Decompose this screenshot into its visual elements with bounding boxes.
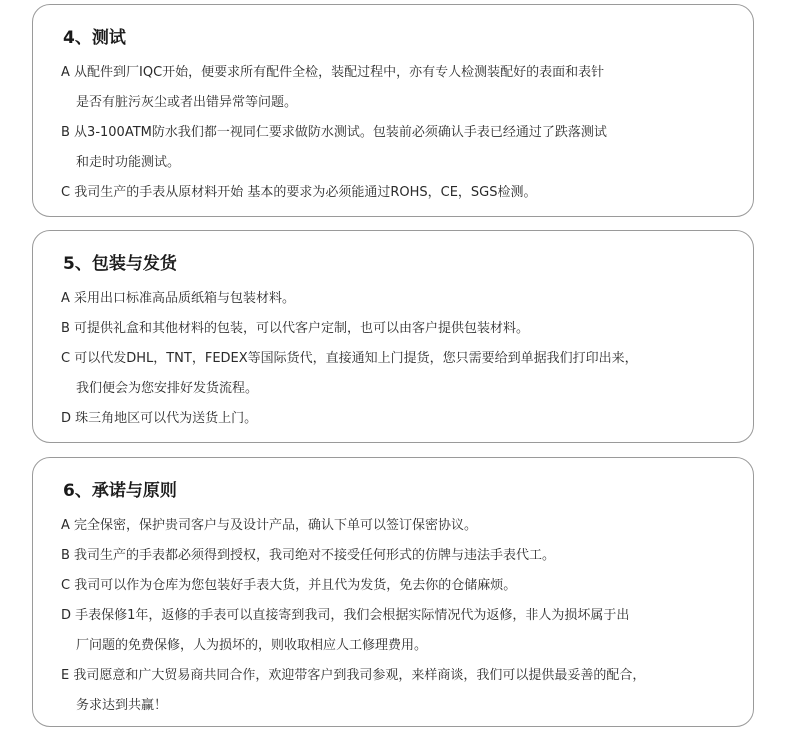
item-text-continued: 我们便会为您安排好发货流程。 [76,381,259,396]
list-item [61,178,737,208]
list-item [61,571,737,601]
section-title: 4、测试 [63,28,126,48]
list-item [61,661,737,721]
list-item [61,314,737,344]
item-text: C 我司生产的手表从原材料开始 基本的要求为必须能通过ROHS，CE，SGS检测。 [61,185,537,200]
item-text: C 我司可以作为仓库为您包装好手表大货，并且代为发货，免去你的仓储麻烦。 [61,578,517,593]
item-text: E 我司愿意和广大贸易商共同合作，欢迎带客户到我司参观，来样商谈，我们可以提供最妥善的配合， [61,668,646,683]
item-text: D 珠三角地区可以代为送货上门。 [61,411,258,426]
section-title: 5、包装与发货 [63,254,177,274]
list-item [61,344,737,404]
section-item-list [61,511,737,721]
section-packaging-shipping-card [32,230,754,443]
list-item [61,284,737,314]
item-text-continued: 是否有脏污灰尘或者出错异常等问题。 [76,95,298,110]
item-text: A 采用出口标准高品质纸箱与包装材料。 [61,291,296,306]
list-item [61,118,737,178]
section-testing-card [32,4,754,217]
item-text: D 手表保修1年，返修的手表可以直接寄到我司，我们会根据实际情况代为返修，非人为损坏属于出 [61,608,630,623]
item-text: B 从3-100ATM防水我们都一视同仁要求做防水测试。包装前必须确认手表已经通过了跌落测试 [61,125,607,140]
section-commitment-card [32,457,754,727]
item-text-continued: 和走时功能测试。 [76,155,181,170]
section-item-list [61,58,737,208]
list-item [61,58,737,118]
list-item [61,541,737,571]
list-item [61,404,737,434]
item-text: A 从配件到厂IQC开始，便要求所有配件全检，装配过程中，亦有专人检测装配好的表面和表针 [61,65,605,80]
section-item-list [61,284,737,434]
item-text: B 可提供礼盒和其他材料的包装，可以代客户定制，也可以由客户提供包装材料。 [61,321,530,336]
item-text: A 完全保密，保护贵司客户与及设计产品，确认下单可以签订保密协议。 [61,518,478,533]
section-title: 6、承诺与原则 [63,481,177,501]
list-item [61,601,737,661]
list-item [61,511,737,541]
item-text: B 我司生产的手表都必须得到授权，我司绝对不接受任何形式的仿牌与违法手表代工。 [61,548,556,563]
item-text-continued: 厂问题的免费保修，人为损坏的，则收取相应人工修理费用。 [76,638,428,653]
item-text-continued: 务求达到共赢！ [76,698,168,713]
item-text: C 可以代发DHL，TNT，FEDEX等国际货代，直接通知上门提货，您只需要给到单据我们打印出来， [61,351,638,366]
